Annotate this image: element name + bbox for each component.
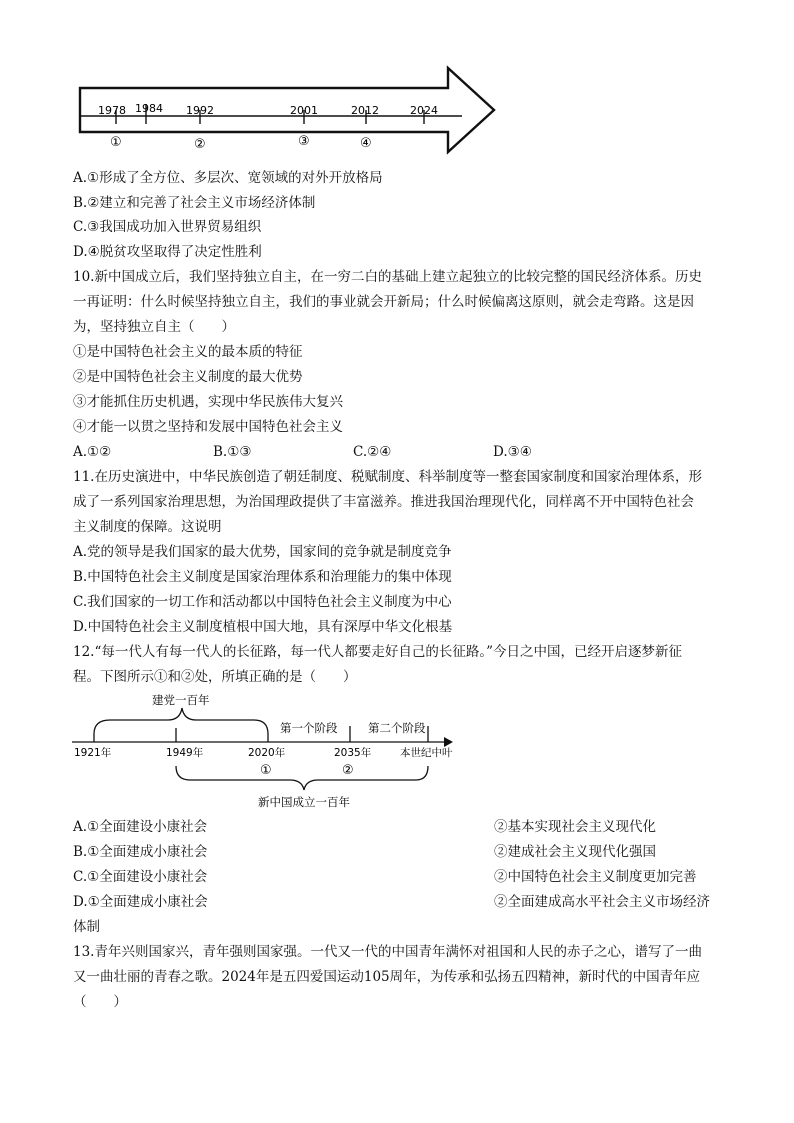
year-2024: 2024 <box>410 104 438 117</box>
q11-option-c[interactable]: C.我们国家的一切工作和活动都以中国特色社会主义制度为中心 <box>73 594 452 610</box>
q12-option-b-left[interactable]: B.①全面建成小康社会 <box>73 844 208 860</box>
q11-stem-line-3: 主义制度的保障。这说明 <box>73 519 222 535</box>
marker-4: ④ <box>360 136 372 151</box>
q10-statement-2: ②是中国特色社会主义制度的最大优势 <box>73 369 303 385</box>
marker-3: ③ <box>298 134 310 149</box>
q12-option-d-wrap: 体制 <box>73 919 100 935</box>
marker-1: ① <box>110 135 122 150</box>
marker-2: ② <box>194 137 206 152</box>
tick-2035: 2035年 <box>334 747 372 759</box>
q11-option-b[interactable]: B.中国特色社会主义制度是国家治理体系和治理能力的集中体现 <box>73 569 452 585</box>
q9-option-d[interactable]: D.④脱贫攻坚取得了决定性胜利 <box>73 244 262 260</box>
q13-stem-line-3: （ ） <box>73 994 127 1010</box>
tick-1949: 1949年 <box>166 747 204 759</box>
tick-mid-century: 本世纪中叶 <box>400 747 453 759</box>
q11-stem-line-2: 成了一系列国家治理思想，为治国理政提供了丰富滋养。推进我国治理现代化，同样离不开中国特色社会 <box>73 494 694 510</box>
q12-option-d-right: ②全面建成高水平社会主义市场经济 <box>494 894 710 910</box>
q10-statement-1: ①是中国特色社会主义的最本质的特征 <box>73 344 303 360</box>
top-brace <box>94 708 268 734</box>
q11-option-d[interactable]: D.中国特色社会主义制度植根中国大地，具有深厚中华文化根基 <box>73 619 453 635</box>
year-1978: 1978 <box>98 104 126 117</box>
q11-stem-line-1: 11.在历史演进中，中华民族创造了朝廷制度、税赋制度、科举制度等一整套国家制度和国家治理体系，形 <box>73 469 702 485</box>
top-brace-label: 建党一百年 <box>152 693 210 707</box>
q10-option-d[interactable]: D.③④ <box>493 444 532 460</box>
blank-marker-1: ① <box>260 763 272 778</box>
year-2012: 2012 <box>351 104 379 117</box>
q10-option-a[interactable]: A.①② <box>73 444 112 460</box>
year-1984: 1984 <box>135 102 163 115</box>
q10-option-c[interactable]: C.②④ <box>353 444 392 460</box>
development-stages-timeline <box>70 690 454 812</box>
year-1992: 1992 <box>186 104 214 117</box>
reform-timeline-arrow <box>76 64 498 158</box>
bottom-brace <box>176 766 428 790</box>
q11-option-a[interactable]: A.党的领导是我们国家的最大优势，国家间的竞争就是制度竞争 <box>73 544 452 560</box>
tick-1921: 1921年 <box>74 747 112 759</box>
year-2001: 2001 <box>290 104 318 117</box>
bottom-brace-label: 新中国成立一百年 <box>258 795 350 809</box>
q10-statement-4: ④才能一以贯之坚持和发展中国特色社会主义 <box>73 419 343 435</box>
q10-stem-line-3: 为，坚持独立自主（ ） <box>73 319 235 335</box>
q12-option-c-right: ②中国特色社会主义制度更加完善 <box>494 869 697 885</box>
stage-1-label: 第一个阶段 <box>280 721 338 735</box>
tick-2020: 2020年 <box>248 747 286 759</box>
q10-statement-3: ③才能抓住历史机遇，实现中华民族伟大复兴 <box>73 394 343 410</box>
q9-option-b[interactable]: B.②建立和完善了社会主义市场经济体制 <box>73 195 316 211</box>
q12-option-a-right: ②基本实现社会主义现代化 <box>494 819 656 835</box>
q12-stem-line-1: 12.“每一代人有每一代人的长征路，每一代人都要走好自己的长征路。”今日之中国，已经开启逐梦新征 <box>73 644 683 660</box>
q12-option-d-left[interactable]: D.①全面建成小康社会 <box>73 894 208 910</box>
q10-option-b[interactable]: B.①③ <box>213 444 252 460</box>
q9-option-c[interactable]: C.③我国成功加入世界贸易组织 <box>73 219 262 235</box>
q10-stem-line-2: 一再证明：什么时候坚持独立自主，我们的事业就会开新局；什么时候偏离这原则，就会走弯路。这是因 <box>73 294 694 310</box>
blank-marker-2: ② <box>342 763 354 778</box>
q12-option-b-right: ②建成社会主义现代化强国 <box>494 844 656 860</box>
q13-stem-line-2: 又一曲壮丽的青春之歌。2024年是五四爱国运动105周年，为传承和弘扬五四精神，新时代的中国青年应 <box>73 969 701 985</box>
q10-stem-line-1: 10.新中国成立后，我们坚持独立自主，在一穷二白的基础上建立起独立的比较完整的国民经济体系。历史 <box>73 269 702 285</box>
q13-stem-line-1: 13.青年兴则国家兴，青年强则国家强。一代又一代的中国青年满怀对祖国和人民的赤子之心，谱写了一曲 <box>73 944 702 960</box>
q12-option-a-left[interactable]: A.①全面建设小康社会 <box>73 819 208 835</box>
stage-2-label: 第二个阶段 <box>368 721 426 735</box>
q9-option-a[interactable]: A.①形成了全方位、多层次、宽领域的对外开放格局 <box>73 170 383 186</box>
q12-stem-line-2: 程。下图所示①和②处，所填正确的是（ ） <box>73 669 357 685</box>
q12-option-c-left[interactable]: C.①全面建设小康社会 <box>73 869 208 885</box>
